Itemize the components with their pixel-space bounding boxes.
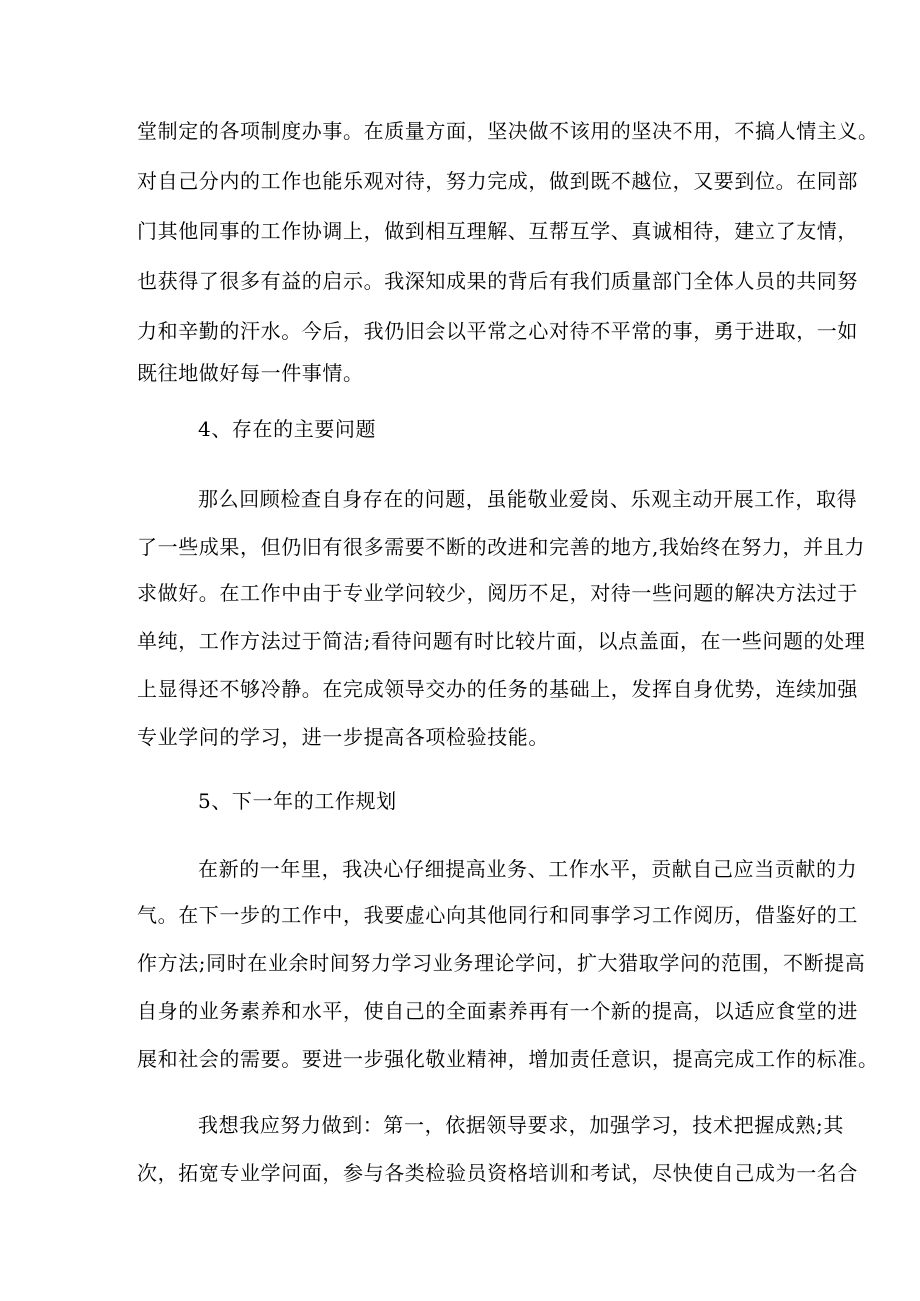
para3-line-4: 自身的业务素养和水平，使自己的全面素养再有一个新的提高，以适应食堂的进 <box>137 999 858 1023</box>
para4-line-2: 次，拓宽专业学问面，参与各类检验员资格培训和考试，尽快使自己成为一名合 <box>137 1161 858 1185</box>
para2-line-6: 专业学问的学习，进一步提高各项检验技能。 <box>137 725 549 749</box>
section-heading-5: 5、下一年的工作规划 <box>198 789 397 813</box>
para1-line-4: 也获得了很多有益的启示。我深知成果的背后有我们质量部门全体人员的共同努 <box>137 269 858 293</box>
para1-line-2: 对自己分内的工作也能乐观对待，努力完成，做到既不越位，又要到位。在同部 <box>137 169 858 193</box>
para2-line-2: 了一些成果，但仍旧有很多需要不断的改进和完善的地方,我始终在努力，并且力 <box>137 535 865 559</box>
para2-line-4: 单纯，工作方法过于简洁;看待问题有时比较片面，以点盖面，在一些问题的处理 <box>137 629 866 653</box>
para3-line-3: 作方法;同时在业余时间努力学习业务理论学问，扩大猎取学问的范围，不断提高 <box>137 951 866 975</box>
para2-line-5: 上显得还不够冷静。在完成领导交办的任务的基础上，发挥自身优势，连续加强 <box>137 677 858 701</box>
para1-line-5: 力和辛勤的汗水。今后，我仍旧会以平常之心对待不平常的事，勇于进取，一如 <box>137 319 858 343</box>
para2-line-3: 求做好。在工作中由于专业学问较少，阅历不足，对待一些问题的解决方法过于 <box>137 581 858 605</box>
para1-line-3: 门其他同事的工作协调上，做到相互理解、互帮互学、真诚相待，建立了友情， <box>137 219 858 243</box>
para2-line-1: 那么回顾检查自身存在的问题，虽能敬业爱岗、乐观主动开展工作，取得 <box>198 487 858 511</box>
para3-line-2: 气。在下一步的工作中，我要虚心向其他同行和同事学习工作阅历，借鉴好的工 <box>137 903 858 927</box>
para1-line-6: 既往地做好每一件事情。 <box>137 361 364 385</box>
para3-line-1: 在新的一年里，我决心仔细提高业务、工作水平，贡献自己应当贡献的力 <box>198 857 858 881</box>
para1-line-1: 堂制定的各项制度办事。在质量方面，坚决做不该用的坚决不用，不搞人情主义。 <box>137 119 879 143</box>
para4-line-1: 我想我应努力做到：第一，依据领导要求，加强学习，技术把握成熟;其 <box>198 1113 844 1137</box>
para3-line-5: 展和社会的需要。要进一步强化敬业精神，增加责任意识，提高完成工作的标准。 <box>137 1047 879 1071</box>
section-heading-4: 4、存在的主要问题 <box>198 417 377 441</box>
